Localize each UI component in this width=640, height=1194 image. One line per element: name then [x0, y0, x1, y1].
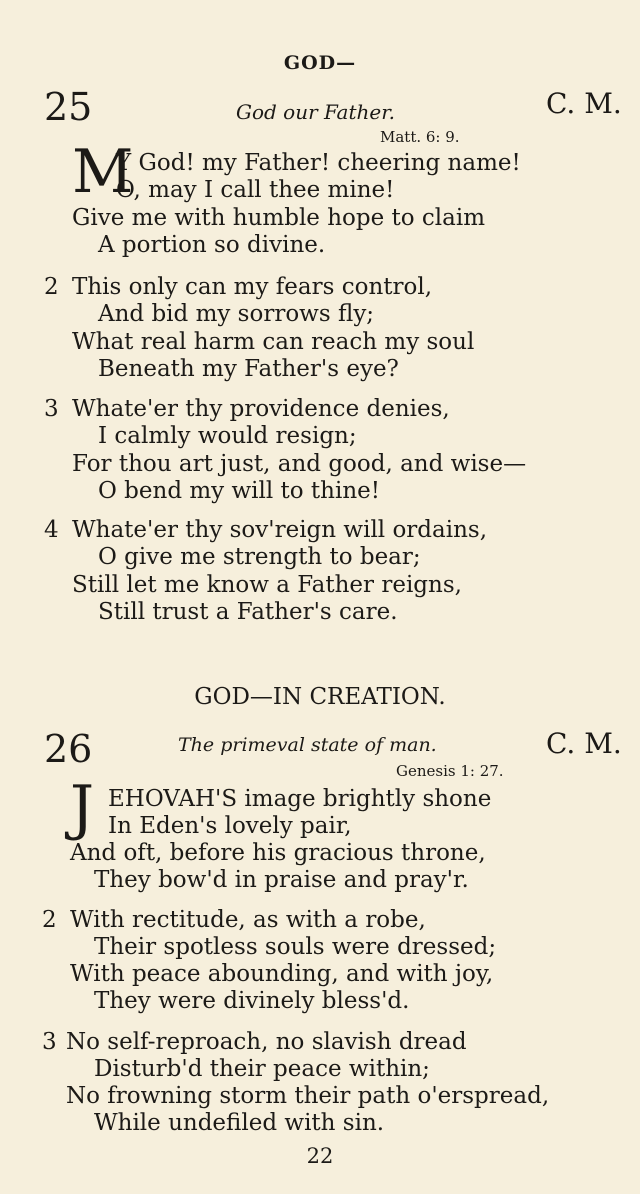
stanza-line: A portion so divine. — [98, 232, 326, 258]
stanza-line: Their spotless souls were dressed; — [94, 934, 497, 960]
stanza-line: O bend my will to thine! — [98, 478, 381, 504]
stanza-line: O, may I call thee mine! — [116, 177, 395, 203]
hymn-meter: C. M. — [546, 727, 622, 760]
hymn-title: God our Father. — [236, 100, 395, 124]
stanza-line: Still trust a Father's care. — [98, 599, 398, 625]
stanza-line: I calmly would resign; — [98, 423, 357, 449]
stanza-line: Disturb'd their peace within; — [94, 1056, 430, 1082]
scripture-reference: Genesis 1: 27. — [396, 762, 504, 780]
stanza-number: 2 — [44, 274, 59, 300]
stanza-line: What real harm can reach my soul — [72, 329, 475, 355]
stanza-line: Whate'er thy sov'reign will ordains, — [72, 517, 488, 543]
stanza-line: In Eden's lovely pair, — [108, 813, 352, 839]
stanza-line: Beneath my Father's eye? — [98, 356, 399, 382]
stanza-line: For thou art just, and good, and wise— — [72, 451, 527, 477]
stanza-line: This only can my fears control, — [72, 274, 433, 300]
hymn-number: 25 — [44, 85, 93, 129]
page-number: 22 — [306, 1144, 334, 1168]
stanza-line: With rectitude, as with a robe, — [70, 907, 426, 933]
stanza-number: 4 — [44, 517, 59, 543]
stanza-number: 3 — [44, 396, 59, 422]
stanza-number: 3 — [42, 1029, 57, 1055]
hymn-number: 26 — [44, 727, 93, 771]
stanza-line: They were divinely bless'd. — [94, 988, 410, 1014]
stanza-number: 2 — [42, 907, 57, 933]
hymn-meter: C. M. — [546, 87, 622, 120]
section-heading: GOD—IN CREATION. — [194, 684, 446, 710]
drop-cap: J — [70, 773, 95, 843]
stanza-line: Whate'er thy providence denies, — [72, 396, 450, 422]
stanza-line: While undefiled with sin. — [94, 1110, 385, 1136]
running-head: GOD— — [283, 52, 357, 74]
hymn-title: The primeval state of man. — [178, 734, 437, 756]
stanza-line: Give me with humble hope to claim — [72, 205, 486, 231]
stanza-line: They bow'd in praise and pray'r. — [94, 867, 469, 893]
stanza-line: No frowning storm their path o'erspread, — [66, 1083, 550, 1109]
scripture-reference: Matt. 6: 9. — [380, 128, 460, 146]
stanza-line: O give me strength to bear; — [98, 544, 421, 570]
stanza-line: Still let me know a Father reigns, — [72, 572, 462, 598]
stanza-line: No self-reproach, no slavish dread — [66, 1029, 467, 1055]
stanza-line: EHOVAH'S image brightly shone — [108, 786, 492, 812]
drop-cap: M — [72, 137, 134, 207]
stanza-line: Y God! my Father! cheering name! — [116, 150, 521, 176]
stanza-line: With peace abounding, and with joy, — [70, 961, 494, 987]
stanza-line: And bid my sorrows fly; — [98, 301, 375, 327]
stanza-line: And oft, before his gracious throne, — [70, 840, 486, 866]
